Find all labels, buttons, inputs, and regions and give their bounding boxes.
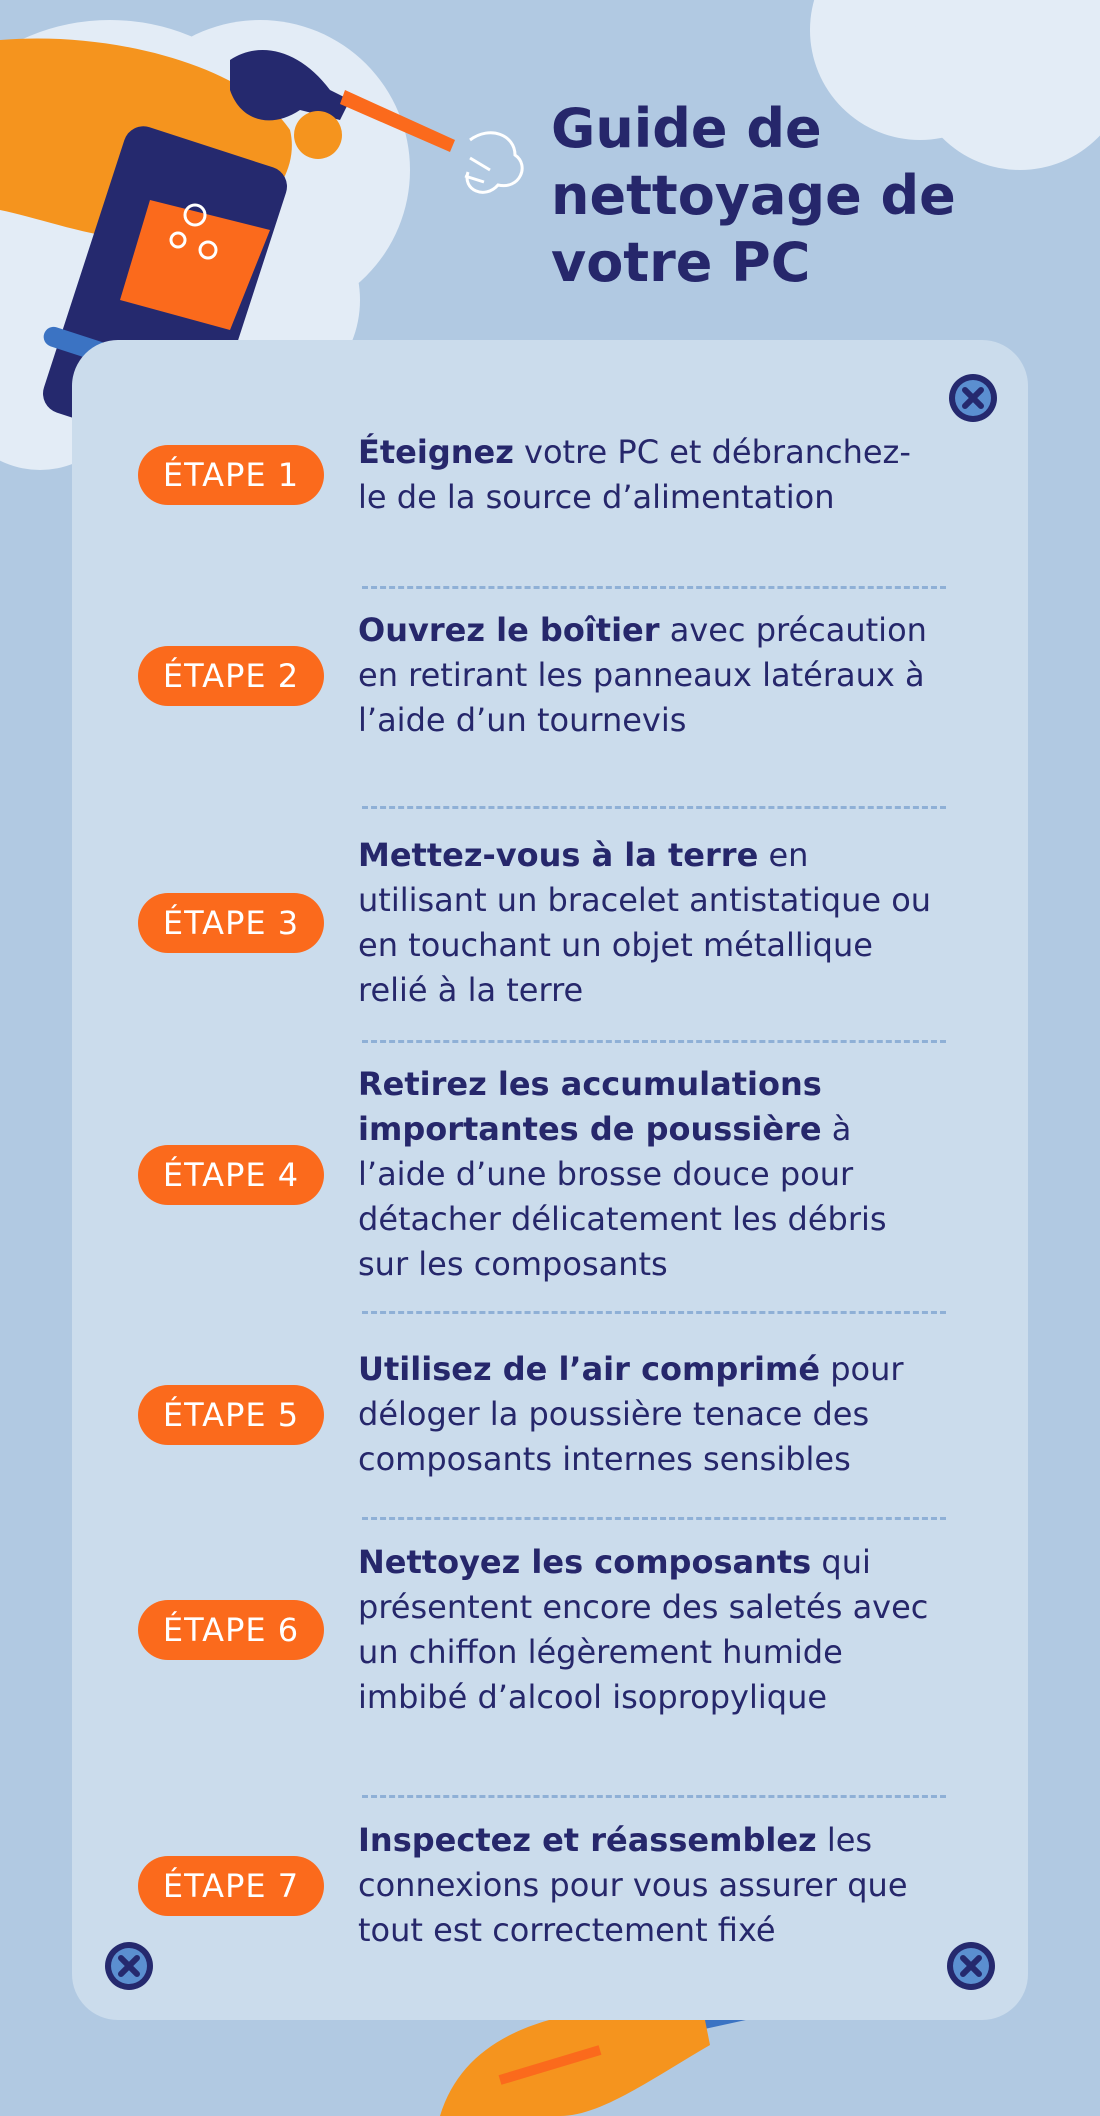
screw-icon (947, 372, 999, 424)
step-6 (138, 1540, 968, 1720)
step-divider (362, 1517, 946, 1520)
step-text (358, 1818, 938, 1953)
step-badge: ÉTAPE 3 (138, 893, 324, 953)
step-text (358, 430, 938, 520)
step-bold: Mettez-vous à la terre (358, 836, 759, 874)
step-2 (138, 608, 968, 743)
step-7 (138, 1818, 968, 1953)
step-rest: à l’aide d’une brosse douce pour détacher délicatement les débris sur les composants (358, 1110, 887, 1283)
step-bold: Inspectez et réassemblez (358, 1821, 817, 1859)
step-text (358, 1540, 938, 1720)
step-rest: avec précaution en retirant les panneaux latéraux à l’aide d’un tournevis (358, 611, 927, 739)
step-text (358, 1347, 938, 1482)
step-text (358, 833, 938, 1013)
step-rest: les connexions pour vous assurer que tout est correctement fixé (358, 1821, 908, 1949)
step-badge: ÉTAPE 4 (138, 1145, 324, 1205)
step-badge: ÉTAPE 6 (138, 1600, 324, 1660)
step-badge: ÉTAPE 2 (138, 646, 324, 706)
step-divider (362, 1311, 946, 1314)
step-bold: Ouvrez le boîtier (358, 611, 660, 649)
step-bold: Retirez les accumulations importantes de poussière (358, 1065, 822, 1148)
step-rest: votre PC et débranchez-le de la source d’alimentation (358, 433, 911, 516)
step-badge: ÉTAPE 1 (138, 445, 324, 505)
step-rest: qui présentent encore des saletés avec un chiffon légèrement humide imbibé d’alcool isopropylique (358, 1543, 929, 1716)
step-1 (138, 430, 968, 520)
step-divider (362, 1795, 946, 1798)
step-badge: ÉTAPE 5 (138, 1385, 324, 1445)
step-rest: en utilisant un bracelet antistatique ou en touchant un objet métallique relié à la terre (358, 836, 932, 1009)
step-bold: Éteignez (358, 433, 514, 471)
step-divider (362, 586, 946, 589)
step-text (358, 1062, 938, 1287)
step-divider (362, 806, 946, 809)
step-rest: pour déloger la poussière tenace des composants internes sensibles (358, 1350, 904, 1478)
step-badge: ÉTAPE 7 (138, 1856, 324, 1916)
step-divider (362, 1040, 946, 1043)
step-bold: Utilisez de l’air comprimé (358, 1350, 821, 1388)
step-text (358, 608, 938, 743)
step-5 (138, 1347, 968, 1482)
step-bold: Nettoyez les composants (358, 1543, 812, 1581)
step-3 (138, 833, 968, 1013)
page-title: Guide de nettoyage de votre PC (551, 97, 956, 294)
step-4 (138, 1062, 968, 1287)
